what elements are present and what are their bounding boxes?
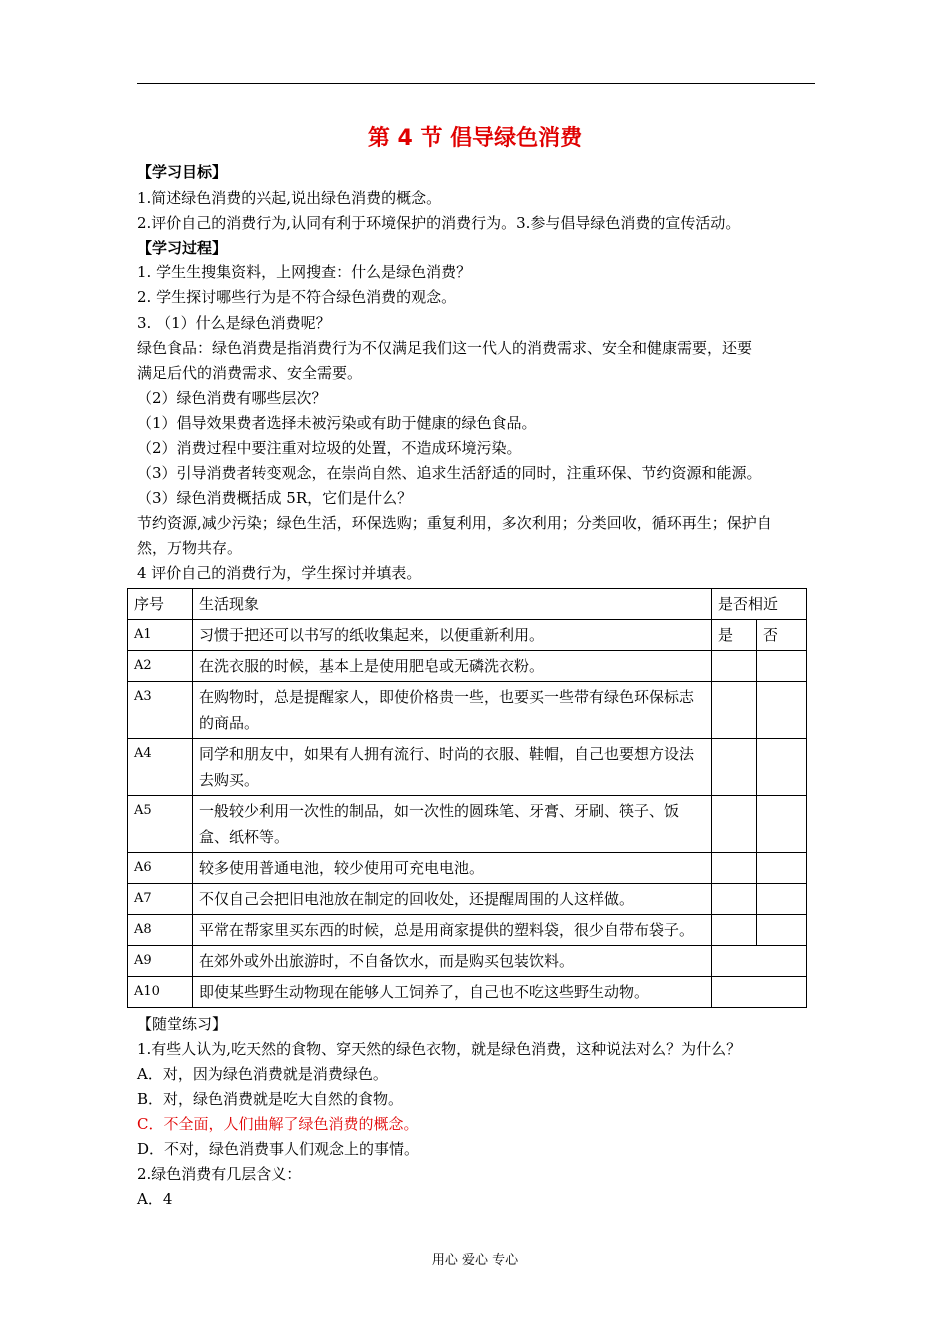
- question-2: 2.绿色消费有几层含义：: [137, 1165, 302, 1183]
- no-cell[interactable]: [757, 796, 807, 853]
- row-id: A7: [128, 884, 193, 915]
- table-row: [128, 796, 807, 853]
- q1-option-c-answer: C．不全面，人们曲解了绿色消费的概念。: [137, 1115, 419, 1133]
- row-text: 较多使用普通电池，较少使用可充电电池。: [192, 853, 711, 884]
- process-line: 绿色食品：绿色消费是指消费行为不仅满足我们这一代人的消费需求、安全和健康需要，还要: [137, 339, 753, 357]
- table-row: [128, 682, 807, 739]
- process-line: 满足后代的消费需求、安全需要。: [137, 364, 363, 382]
- process-line: 4 评价自己的消费行为，学生探讨并填表。: [137, 564, 422, 582]
- table-row: [128, 884, 807, 915]
- row-text: 在购物时，总是提醒家人，即使价格贵一些，也要买一些带有绿色环保标志的商品。: [192, 682, 711, 739]
- row-id: A6: [128, 853, 193, 884]
- row-text: 即使某些野生动物现在能够人工饲养了，自己也不吃这些野生动物。: [192, 977, 711, 1008]
- yes-cell[interactable]: [712, 796, 757, 853]
- yes-cell[interactable]: [712, 739, 757, 796]
- match-cell[interactable]: [712, 946, 807, 977]
- q2-option-a: A．4: [137, 1190, 173, 1208]
- row-id: A10: [128, 977, 193, 1008]
- process-line: （1）倡导效果费者选择未被污染或有助于健康的绿色食品。: [137, 414, 537, 432]
- yes-cell[interactable]: [712, 853, 757, 884]
- process-line: （2）消费过程中要注重对垃圾的处置，不造成环境污染。: [137, 439, 522, 457]
- evaluation-table: [127, 588, 807, 1008]
- no-cell[interactable]: [757, 651, 807, 682]
- table-header-row: [128, 589, 807, 620]
- q1-option-a: A．对，因为绿色消费就是消费绿色。: [137, 1065, 388, 1083]
- process-line: （2）绿色消费有哪些层次？: [137, 389, 327, 407]
- no-cell[interactable]: [757, 884, 807, 915]
- process-line: （3）引导消费者转变观念，在崇尚自然、追求生活舒适的同时，注重环保、节约资源和能源。: [137, 464, 762, 482]
- row-text: 不仅自己会把旧电池放在制定的回收处，还提醒周围的人这样做。: [192, 884, 711, 915]
- no-cell[interactable]: [757, 739, 807, 796]
- process-line: 1. 学生生搜集资料，上网搜查：什么是绿色消费？: [137, 263, 472, 281]
- process-line: （3）绿色消费概括成 5R，它们是什么？: [137, 489, 413, 507]
- objective-1: 1.简述绿色消费的兴起,说出绿色消费的概念。: [137, 189, 442, 207]
- row-id: A4: [128, 739, 193, 796]
- row-id: A8: [128, 915, 193, 946]
- q1-option-b: B．对，绿色消费就是吃大自然的食物。: [137, 1090, 404, 1108]
- row-id: A1: [128, 620, 193, 651]
- table-row: [128, 739, 807, 796]
- yes-cell[interactable]: [712, 651, 757, 682]
- row-text: 习惯于把还可以书写的纸收集起来，以便重新利用。: [192, 620, 711, 651]
- table-row: [128, 620, 807, 651]
- process-line: 然，万物共存。: [137, 539, 243, 557]
- page-title: 第 4 节 倡导绿色消费: [367, 126, 583, 151]
- row-id: A3: [128, 682, 193, 739]
- header-phenomenon: 生活现象: [192, 589, 711, 620]
- no-cell: 否: [757, 620, 807, 651]
- process-line: 3. （1）什么是绿色消费呢？: [137, 314, 331, 332]
- row-text: 在洗衣服的时候，基本上是使用肥皂或无磷洗衣粉。: [192, 651, 711, 682]
- row-text: 在郊外或外出旅游时，不自备饮水，而是购买包装饮料。: [192, 946, 711, 977]
- no-cell[interactable]: [757, 853, 807, 884]
- table-row: [128, 946, 807, 977]
- yes-cell[interactable]: [712, 884, 757, 915]
- table-row: [128, 977, 807, 1008]
- table-row: [128, 915, 807, 946]
- process-line: 节约资源,减少污染；绿色生活，环保选购；重复利用，多次利用；分类回收，循环再生；保护自: [137, 514, 772, 532]
- yes-cell[interactable]: [712, 915, 757, 946]
- page-footer: 用心 爱心 专心: [431, 1253, 519, 1268]
- row-text: 一般较少利用一次性的制品，如一次性的圆珠笔、牙膏、牙刷、筷子、饭盒、纸杯等。: [192, 796, 711, 853]
- header-match: 是否相近: [712, 589, 807, 620]
- process-heading: 【学习过程】: [137, 239, 228, 257]
- row-id: A2: [128, 651, 193, 682]
- objectives-heading: 【学习目标】: [137, 163, 228, 181]
- objective-2: 2.评价自己的消费行为,认同有利于环境保护的消费行为。3.参与倡导绿色消费的宣传活动。: [137, 214, 741, 232]
- no-cell[interactable]: [757, 682, 807, 739]
- header-no: 序号: [128, 589, 193, 620]
- no-cell[interactable]: [757, 915, 807, 946]
- yes-cell: 是: [712, 620, 757, 651]
- q1-option-d: D．不对，绿色消费事人们观念上的事情。: [137, 1140, 420, 1158]
- row-id: A5: [128, 796, 193, 853]
- yes-cell[interactable]: [712, 682, 757, 739]
- match-cell[interactable]: [712, 977, 807, 1008]
- practice-heading: 【随堂练习】: [137, 1015, 228, 1033]
- process-line: 2. 学生探讨哪些行为是不符合绿色消费的观念。: [137, 288, 457, 306]
- question-1: 1.有些人认为,吃天然的食物、穿天然的绿色衣物，就是绿色消费，这种说法对么？为什么？: [137, 1040, 742, 1058]
- table-row: [128, 651, 807, 682]
- header-rule: [137, 83, 815, 84]
- row-text: 同学和朋友中，如果有人拥有流行、时尚的衣服、鞋帽，自己也要想方设法去购买。: [192, 739, 711, 796]
- table-row: [128, 853, 807, 884]
- row-id: A9: [128, 946, 193, 977]
- row-text: 平常在帮家里买东西的时候，总是用商家提供的塑料袋，很少自带布袋子。: [192, 915, 711, 946]
